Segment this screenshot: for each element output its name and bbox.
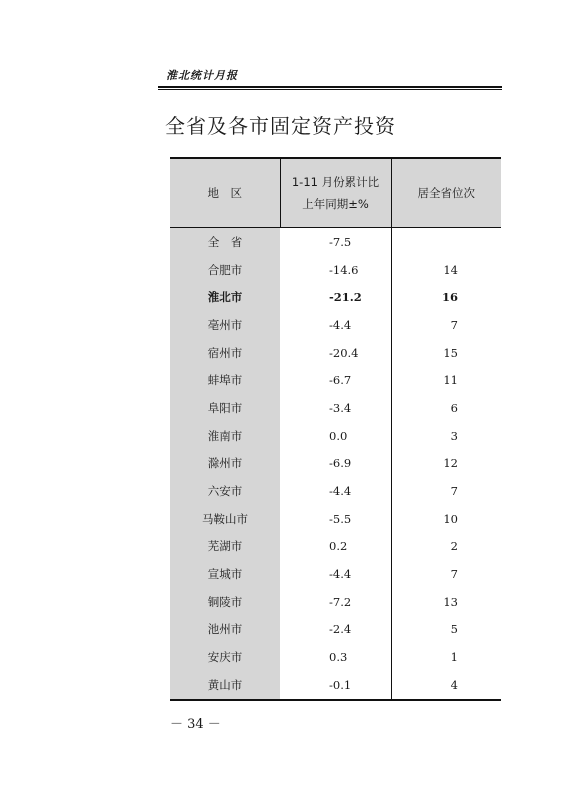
rank-cell: 7 xyxy=(391,560,501,588)
change-cell: -7.5 xyxy=(329,234,352,249)
change-cell: -0.1 xyxy=(280,671,391,700)
rank-cell: 3 xyxy=(391,422,501,450)
region-cell: 黄山市 xyxy=(170,671,280,700)
change-cell: -6.7 xyxy=(329,373,352,388)
table-row xyxy=(170,616,501,644)
investment-table xyxy=(170,157,501,701)
table-row xyxy=(170,339,501,367)
region-cell: 淮南市 xyxy=(170,422,280,450)
change-cell: 0.0 xyxy=(329,428,348,443)
change-cell: -14.6 xyxy=(329,262,359,277)
region-cell: 马鞍山市 xyxy=(170,505,280,533)
page-title: 全省及各市固定资产投资 xyxy=(165,114,396,138)
col-header-change-line2: 上年同期±% xyxy=(302,197,369,211)
table-row xyxy=(170,643,501,671)
change-cell: -3.4 xyxy=(329,400,352,415)
table-row xyxy=(170,228,501,256)
rank-cell: 6 xyxy=(391,394,501,422)
change-cell: -4.4 xyxy=(329,484,352,499)
region-cell: 芜湖市 xyxy=(170,533,280,561)
rank-cell: 7 xyxy=(391,311,501,339)
table-row xyxy=(170,394,501,422)
change-cell: -7.2 xyxy=(329,594,352,609)
region-cell: 安庆市 xyxy=(170,643,280,671)
rank-cell: 2 xyxy=(391,533,501,561)
table-row xyxy=(170,588,501,616)
header-rule-thin xyxy=(158,89,502,90)
region-cell: 滁州市 xyxy=(170,450,280,478)
change-cell: -20.4 xyxy=(329,345,359,360)
region-cell: 合肥市 xyxy=(170,256,280,284)
region-cell: 阜阳市 xyxy=(170,394,280,422)
col-header-region: 地 区 xyxy=(170,158,280,228)
region-cell: 六安市 xyxy=(170,477,280,505)
report-header-title: 淮北统计月报 xyxy=(166,69,238,82)
table-row xyxy=(170,256,501,284)
table-row xyxy=(170,560,501,588)
region-cell: 亳州市 xyxy=(170,311,280,339)
rank-cell: 5 xyxy=(391,616,501,644)
table-row xyxy=(170,283,501,311)
change-cell: -2.4 xyxy=(329,622,352,637)
table-header-row xyxy=(170,158,501,228)
rank-cell: 15 xyxy=(391,339,501,367)
table-row xyxy=(170,477,501,505)
change-cell: 0.2 xyxy=(329,539,348,554)
change-cell: -5.5 xyxy=(329,511,352,526)
change-cell: 0.3 xyxy=(329,650,348,665)
page-number: － 34 － xyxy=(170,717,221,732)
region-cell: 宿州市 xyxy=(170,339,280,367)
col-header-rank: 居全省位次 xyxy=(391,158,501,228)
change-cell: -4.4 xyxy=(329,567,352,582)
region-cell: 铜陵市 xyxy=(170,588,280,616)
change-cell: -4.4 xyxy=(329,317,352,332)
region-cell: 蚌埠市 xyxy=(170,366,280,394)
region-cell: 宣城市 xyxy=(170,560,280,588)
table-row xyxy=(170,505,501,533)
rank-cell: 13 xyxy=(391,588,501,616)
rank-cell: 10 xyxy=(391,505,501,533)
rank-cell: 16 xyxy=(391,283,501,311)
change-cell: -6.9 xyxy=(329,456,352,471)
table-row xyxy=(170,311,501,339)
col-header-change xyxy=(280,158,391,228)
table-row xyxy=(170,533,501,561)
region-cell: 全 省 xyxy=(170,228,280,256)
table-row xyxy=(170,671,501,700)
table-row xyxy=(170,422,501,450)
col-header-change-line1: 1-11 月份累计比 xyxy=(291,175,380,189)
rank-cell xyxy=(391,228,501,256)
rank-cell: 4 xyxy=(391,671,501,700)
rank-cell: 11 xyxy=(391,366,501,394)
header-rule xyxy=(158,86,502,88)
change-cell: -21.2 xyxy=(329,290,362,305)
table-row xyxy=(170,450,501,478)
rank-cell: 7 xyxy=(391,477,501,505)
rank-cell: 12 xyxy=(391,450,501,478)
rank-cell: 14 xyxy=(391,256,501,284)
rank-cell: 1 xyxy=(391,643,501,671)
region-cell: 淮北市 xyxy=(170,283,280,311)
table-row xyxy=(170,366,501,394)
region-cell: 池州市 xyxy=(170,616,280,644)
